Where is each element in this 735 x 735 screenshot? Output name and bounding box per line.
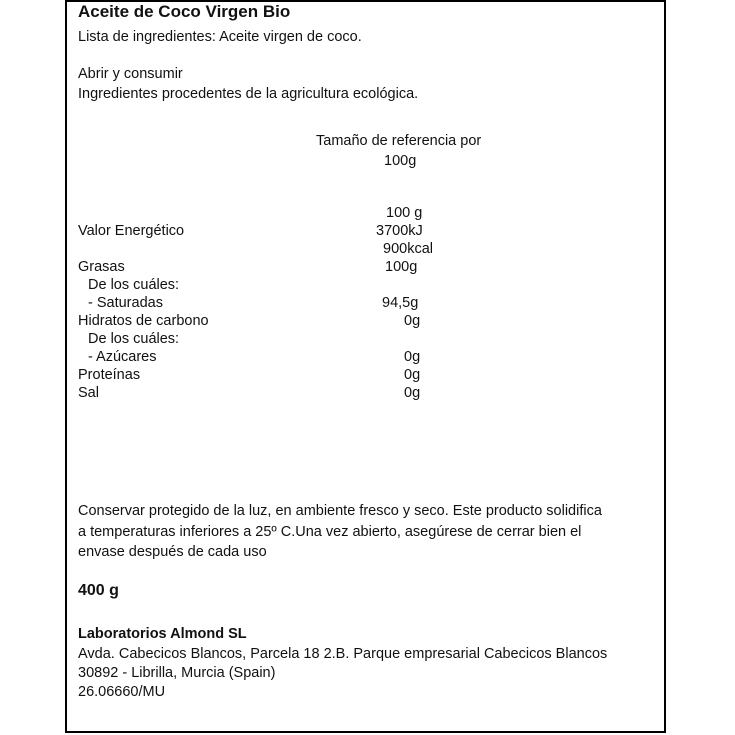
- nutrition-row-label: De los cuáles:: [88, 277, 180, 293]
- net-weight: 400 g: [78, 582, 119, 599]
- storage-text-line2: a temperaturas inferiores a 25º C.Una vez abierto, asegúrese de cerrar bien el: [78, 524, 582, 540]
- nutrition-row-value: 3700kJ: [376, 223, 423, 239]
- nutrition-row-label: - Azúcares: [88, 349, 157, 365]
- nutrition-row-label: Hidratos de carbono: [78, 313, 209, 329]
- company-address-line1: Avda. Cabecicos Blancos, Parcela 18 2.B. Parque empresarial Cabecicos Blancos: [78, 646, 608, 662]
- nutrition-header-line2: 100g: [384, 153, 417, 169]
- company-name: Laboratorios Almond SL: [78, 626, 247, 642]
- nutrition-row-value: 0g: [404, 313, 421, 329]
- nutrition-row-value: 94,5g: [382, 295, 419, 311]
- nutrition-row-value: 900kcal: [383, 241, 433, 257]
- nutrition-row-label: Proteínas: [78, 367, 141, 383]
- company-address-line2: 30892 - Librilla, Murcia (Spain): [78, 665, 276, 681]
- nutrition-header-line1: Tamaño de referencia por: [316, 133, 482, 149]
- usage-text: Abrir y consumir: [78, 66, 183, 82]
- nutrition-row-label: Grasas: [78, 259, 125, 275]
- nutrition-row-label: Sal: [78, 385, 99, 401]
- nutrition-row-value: 0g: [404, 385, 421, 401]
- ingredients-text: Lista de ingredientes: Aceite virgen de coco.: [78, 29, 362, 45]
- nutrition-row-label: De los cuáles:: [88, 331, 180, 347]
- storage-text-line3: envase después de cada uso: [78, 544, 267, 560]
- nutrition-row-value: 100g: [385, 259, 418, 275]
- nutrition-row-value: 0g: [404, 349, 421, 365]
- product-title: Aceite de Coco Virgen Bio: [78, 2, 291, 21]
- label-frame: [65, 0, 666, 733]
- nutrition-row-value: 0g: [404, 367, 421, 383]
- nutrition-row-label: Valor Energético: [78, 223, 185, 239]
- nutrition-column-label: 100 g: [386, 205, 423, 221]
- storage-text-line1: Conservar protegido de la luz, en ambiente fresco y seco. Este producto solidifica: [78, 503, 602, 519]
- organic-note: Ingredientes procedentes de la agricultura ecológica.: [78, 86, 419, 102]
- nutrition-row-label: - Saturadas: [88, 295, 163, 311]
- company-registry: 26.06660/MU: [78, 684, 166, 700]
